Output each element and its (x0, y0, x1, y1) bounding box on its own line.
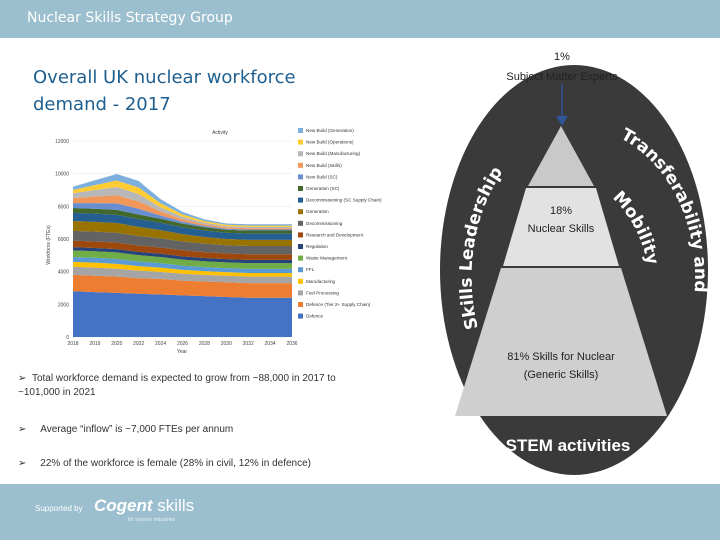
chart-ylabel: Workforce (FTEs) (46, 225, 52, 265)
bullet-2 (18, 423, 358, 437)
workforce-chart (40, 125, 400, 360)
bullet-1 (18, 372, 358, 400)
legend-swatch (298, 151, 303, 156)
x-tick-label: 2036 (286, 341, 298, 347)
legend-label: Generation (SC) (306, 186, 340, 191)
legend-swatch (298, 314, 303, 319)
bottom-label-1: 81% Skills for Nuclear (507, 351, 615, 363)
legend-label: Waste Management (306, 255, 347, 261)
chart-xlabel: Year (176, 349, 188, 355)
header-bar (0, 0, 720, 38)
legend-label: Regulation (306, 244, 328, 249)
y-tick-label: 10000 (55, 171, 69, 178)
y-tick-label: 12000 (55, 139, 69, 145)
legend-label: FFL (306, 267, 315, 273)
bullet-text: Total workforce demand is expected to grow from ~88,000 in 2017 to ~101,000 in 2021 (18, 373, 336, 398)
area-defence (73, 291, 292, 337)
skills-pyramid-diagram (440, 38, 720, 484)
legend-swatch (298, 140, 303, 145)
chart-title: Activity (212, 130, 228, 136)
legend-swatch (298, 267, 303, 272)
legend-label: New Build (Skills) (306, 162, 342, 168)
legend-label: New Build (Manufacturing) (306, 151, 361, 157)
x-tick-label: 2034 (264, 341, 276, 347)
legend-swatch (298, 209, 303, 214)
arc-label-right: Transferability and (617, 124, 711, 294)
top-percent: 1% (554, 51, 570, 63)
legend-swatch (298, 163, 303, 168)
legend-swatch (298, 290, 303, 295)
legend-label: Manufacturing (306, 278, 336, 284)
footer-bar (0, 484, 720, 540)
legend-swatch (298, 232, 303, 237)
bullet-text: 22% of the workforce is female (28% in civil, 12% in defence) (40, 458, 311, 469)
x-tick-label: 2032 (242, 341, 254, 347)
y-tick-label: 2000 (57, 302, 69, 309)
arc-label-right-2: Mobility (608, 187, 663, 267)
legend-swatch (298, 279, 303, 284)
x-tick-label: 2030 (220, 341, 232, 347)
bullet-arrow: ➢ (18, 458, 27, 469)
mid-label: Nuclear Skills (527, 223, 595, 235)
bullet-text: Average “inflow” is ~7,000 FTEs per annum (40, 424, 234, 435)
x-tick-label: 2022 (133, 341, 145, 347)
bullet-arrow: ➢ (18, 424, 27, 435)
legend-label: Generation (306, 209, 329, 215)
x-tick-label: 2020 (111, 341, 123, 347)
stem-label: STEM activities (505, 436, 631, 455)
slide-title: Overall UK nuclear workforce demand - 2017 (33, 67, 296, 115)
legend-swatch (298, 256, 303, 261)
bullet-3 (18, 457, 378, 471)
legend-label: New Build (Operations) (306, 139, 354, 145)
cogent-skills-logo: Cogent skills (94, 496, 195, 515)
y-tick-label: 0 (66, 335, 69, 341)
arc-label-left: Skills Leadership (456, 163, 508, 332)
x-tick-label: 2018 (67, 341, 79, 347)
legend-label: Decommissioning (SC Supply Chain) (306, 197, 382, 203)
x-tick-label: 2026 (176, 341, 189, 347)
legend-label: Fuel Processing (306, 290, 339, 296)
legend-label: Research and Development (306, 232, 363, 238)
x-tick-label: 2024 (155, 341, 167, 347)
legend-swatch (298, 221, 303, 226)
legend-swatch (298, 128, 303, 133)
x-tick-label: 2028 (198, 341, 210, 347)
org-name: Nuclear Skills Strategy Group (27, 10, 233, 26)
supported-by-label: Supported by (35, 504, 83, 513)
x-tick-label: 2019 (89, 341, 101, 347)
legend-label: New Build (SC) (306, 174, 338, 180)
y-tick-label: 6000 (57, 237, 69, 243)
bullet-arrow: ➢ (18, 373, 27, 384)
legend-label: Defence (306, 313, 324, 319)
legend-swatch (298, 244, 303, 249)
legend-label: Decommissioning (306, 220, 343, 226)
bottom-label-2: (Generic Skills) (523, 369, 599, 381)
y-tick-label: 8000 (57, 204, 69, 211)
legend-swatch (298, 302, 303, 307)
legend-swatch (298, 198, 303, 203)
legend-label: New Build (Generation) (306, 128, 354, 133)
mid-percent: 18% (549, 205, 573, 217)
legend-swatch (298, 186, 303, 191)
legend-label: Defence (Tier 2+ Supply Chain) (306, 302, 371, 307)
cogent-logo-subtitle: for science industries (128, 517, 175, 523)
legend-swatch (298, 174, 303, 179)
top-label: Subject Matter Experts (506, 71, 618, 83)
y-tick-label: 4000 (57, 269, 69, 276)
